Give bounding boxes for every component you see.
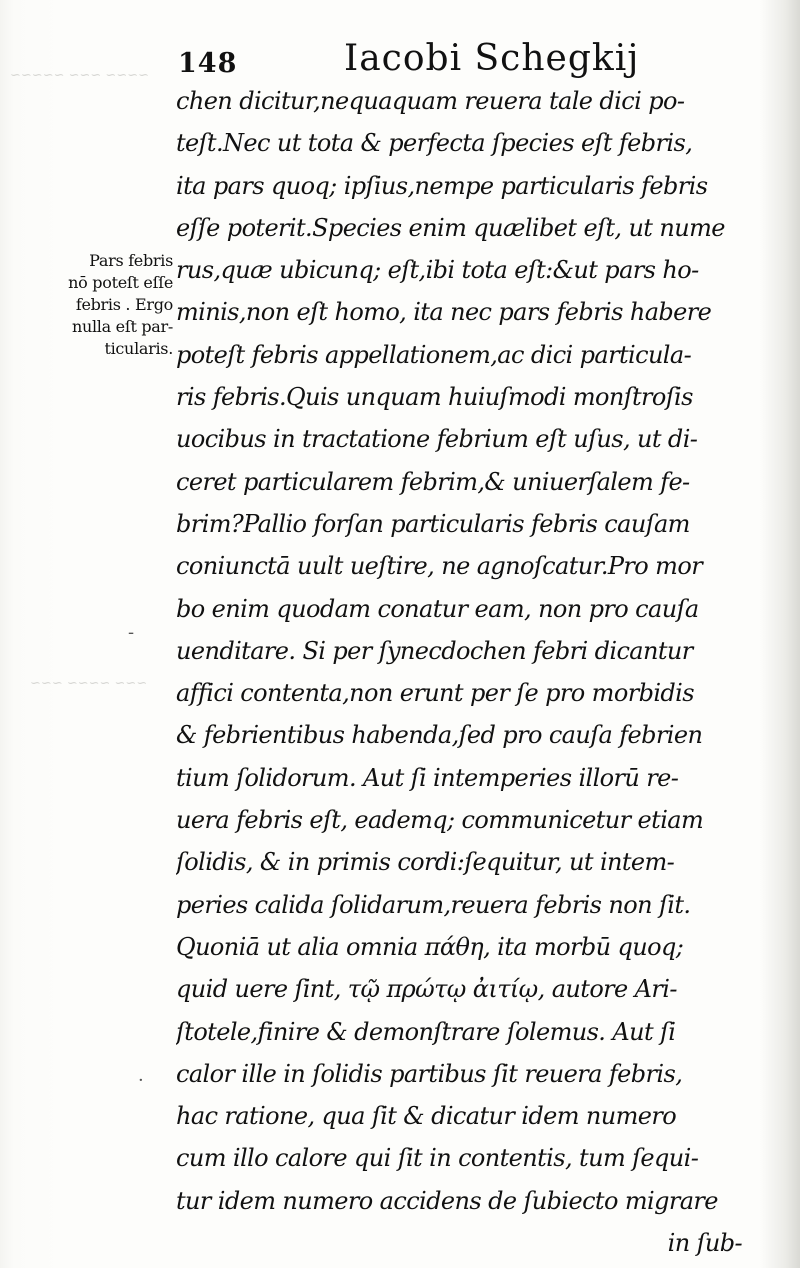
text-line: cum illo calore qui ſit in contentis, tum ſequi- — [176, 1144, 699, 1173]
text-line: ita pars quoq; ipſius,nempe particularis febris — [176, 171, 708, 200]
margin-note-line: febris . Ergo — [75, 295, 173, 314]
show-through-text: ~~~~ ~~~ ~~~~~ — [10, 68, 149, 83]
text-line: & febrientibus habenda,ſed pro cauſa febrien — [176, 721, 703, 750]
text-line: quid uere ſint, τῷ πρώτῳ ἀιτίῳ, autore Ari- — [176, 975, 677, 1004]
text-line: peries calida ſolidarum,reuera febris non ſit. — [176, 890, 691, 919]
text-line: ſtotele,finire & demonſtrare ſolemus. Aut ſi — [176, 1017, 676, 1046]
page-number: 148 — [178, 48, 238, 79]
text-line: bo enim quodam conatur eam, non pro cauſa — [176, 594, 699, 623]
text-line: uera febris eſt, eademq; communicetur etiam — [176, 806, 704, 835]
print-speck: - — [128, 622, 135, 643]
text-line: eſſe poterit.Species enim quælibet eſt, ut nume — [176, 213, 725, 242]
catchword: in ſub- — [667, 1229, 742, 1258]
margin-note-line: Pars febris — [89, 251, 173, 270]
text-line: affici contenta,non erunt per ſe pro morbidis — [176, 679, 694, 708]
text-line: hac ratione, qua ſit & dicatur idem numero — [176, 1102, 677, 1131]
text-line: calor ille in ſolidis partibus ſit reuera febris, — [176, 1059, 683, 1088]
main-text-block — [176, 80, 742, 1264]
text-line: minis,non eſt homo, ita nec pars febris habere — [176, 298, 712, 327]
margin-note — [25, 250, 173, 360]
text-line: ris febris.Quis unquam huiuſmodi monſtroſis — [176, 383, 693, 412]
margin-note-line: nulla eſt par- — [71, 317, 173, 336]
text-line: uocibus in tractatione febrium eſt uſus, ut di- — [176, 425, 698, 454]
margin-note-line: nō poteſt eſſe — [68, 273, 173, 292]
text-line: teſt.Nec ut tota & perfecta ſpecies eſt febris, — [176, 129, 693, 158]
print-speck: · — [138, 1070, 144, 1091]
text-line: uenditare. Si per ſynecdochen febri dicantur — [176, 636, 693, 665]
text-line: rus,quæ ubicunq; eſt,ibi tota eſt:&ut pars ho- — [176, 256, 699, 285]
text-line: coniunctā uult ueſtire, ne agnoſcatur.Pro mor — [176, 552, 703, 581]
text-line: ſolidis, & in primis cordi:ſequitur, ut intem- — [176, 848, 675, 877]
margin-note-line: ticularis. — [104, 339, 173, 358]
text-line: brim?Pallio forſan particularis febris cauſam — [176, 509, 690, 538]
running-head: Iacobi Schegkij — [344, 38, 640, 79]
text-line: poteſt febris appellationem,ac dici particula- — [176, 340, 692, 369]
text-line: tium ſolidorum. Aut ſi intemperies illorū re- — [176, 763, 679, 792]
text-line: ceret particularem febrim,& uniuerſalem fe- — [176, 467, 690, 496]
text-line: Quoniā ut alia omnia πάθη, ita morbū quoq; — [176, 932, 684, 961]
text-line: tur idem numero accidens de ſubiecto migrare — [176, 1186, 718, 1215]
text-line: chen dicitur,nequaquam reuera tale dici po- — [176, 87, 685, 115]
show-through-text: ~~~ ~~~~ ~~~ — [30, 676, 148, 691]
